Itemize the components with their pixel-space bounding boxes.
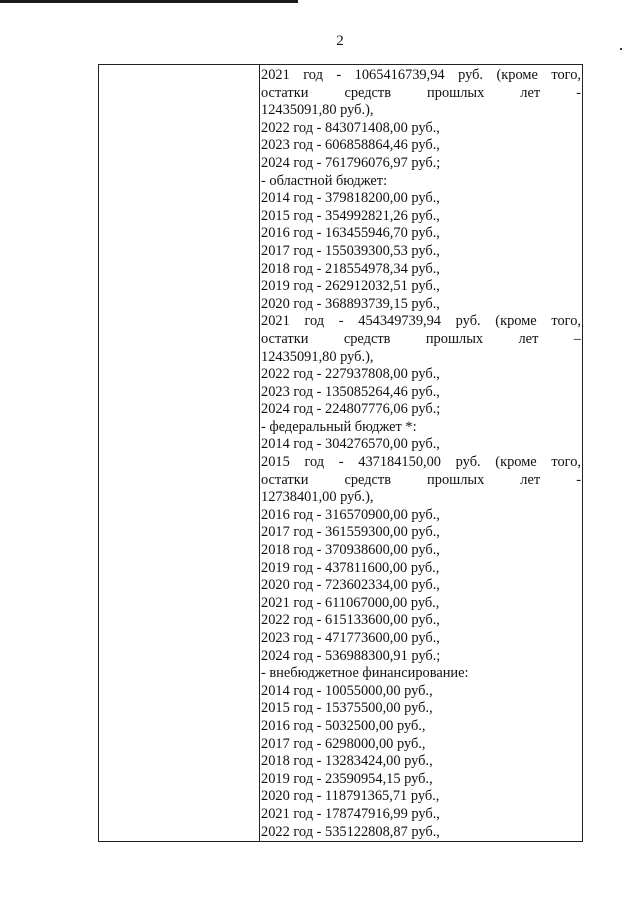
column-divider <box>259 65 260 841</box>
text-line: 2015 год - 437184150,00 руб. (кроме того, <box>261 454 581 471</box>
text-line: 2020 год - 368893739,15 руб., <box>261 295 440 312</box>
text-line: 2022 год - 615133600,00 руб., <box>261 612 440 629</box>
text-line: 2017 год - 361559300,00 руб., <box>261 524 440 541</box>
text-line: остатки средств прошлых лет - <box>261 471 581 488</box>
text-line: 2018 год - 218554978,34 руб., <box>261 260 440 277</box>
text-line: - внебюджетное финансирование: <box>261 665 469 682</box>
text-line: 2016 год - 316570900,00 руб., <box>261 506 440 523</box>
top-rule <box>0 0 298 3</box>
text-line: 2021 год - 611067000,00 руб., <box>261 594 440 611</box>
text-line: 2023 год - 606858864,46 руб., <box>261 137 440 154</box>
text-line: 2021 год - 1065416739,94 руб. (кроме того, <box>261 67 581 83</box>
text-line: 2020 год - 723602334,00 руб., <box>261 577 440 594</box>
text-line: 2015 год - 15375500,00 руб., <box>261 700 433 717</box>
text-line: 2022 год - 227937808,00 руб., <box>261 366 440 383</box>
text-line: 2024 год - 224807776,06 руб.; <box>261 401 441 418</box>
text-line: 2021 год - 454349739,94 руб. (кроме того, <box>261 313 581 330</box>
text-line: 2017 год - 155039300,53 руб., <box>261 242 440 259</box>
text-line: 2014 год - 379818200,00 руб., <box>261 190 440 207</box>
text-line: - областной бюджет: <box>261 172 388 189</box>
scan-speck <box>620 48 622 50</box>
funding-cell <box>261 67 581 841</box>
text-line: 2014 год - 10055000,00 руб., <box>261 682 433 699</box>
text-line: 2019 год - 262912032,51 руб., <box>261 278 440 295</box>
text-line: остатки средств прошлых лет – <box>261 330 581 347</box>
text-line: 12738401,00 руб.), <box>261 489 374 506</box>
text-line: 2016 год - 5032500,00 руб., <box>261 717 426 734</box>
text-line: 2018 год - 370938600,00 руб., <box>261 542 440 559</box>
text-line: 2024 год - 761796076,97 руб.; <box>261 154 441 171</box>
text-line: - федеральный бюджет *: <box>261 418 417 435</box>
text-line: 2024 год - 536988300,91 руб.; <box>261 647 441 664</box>
text-line: 2022 год - 843071408,00 руб., <box>261 119 440 136</box>
text-line: 2016 год - 163455946,70 руб., <box>261 225 440 242</box>
text-line: 2019 год - 437811600,00 руб., <box>261 559 440 576</box>
text-line: 2014 год - 304276570,00 руб., <box>261 436 440 453</box>
document-table <box>98 64 583 842</box>
text-line: 2017 год - 6298000,00 руб., <box>261 735 426 752</box>
text-line: 2023 год - 135085264,46 руб., <box>261 383 440 400</box>
text-line: 2023 год - 471773600,00 руб., <box>261 630 440 646</box>
text-line: 2021 год - 178747916,99 руб., <box>261 805 440 822</box>
text-line: 2020 год - 118791365,71 руб., <box>261 788 440 805</box>
text-line: 2015 год - 354992821,26 руб., <box>261 207 440 224</box>
text-line: 2019 год - 23590954,15 руб., <box>261 770 433 787</box>
text-line: остатки средств прошлых лет - <box>261 84 581 101</box>
text-line: 12435091,80 руб.), <box>261 348 374 365</box>
text-line: 2022 год - 535122808,87 руб., <box>261 823 440 840</box>
page-number: 2 <box>336 33 344 49</box>
text-line: 2018 год - 13283424,00 руб., <box>261 753 433 770</box>
text-line: 12435091,80 руб.), <box>261 102 374 119</box>
